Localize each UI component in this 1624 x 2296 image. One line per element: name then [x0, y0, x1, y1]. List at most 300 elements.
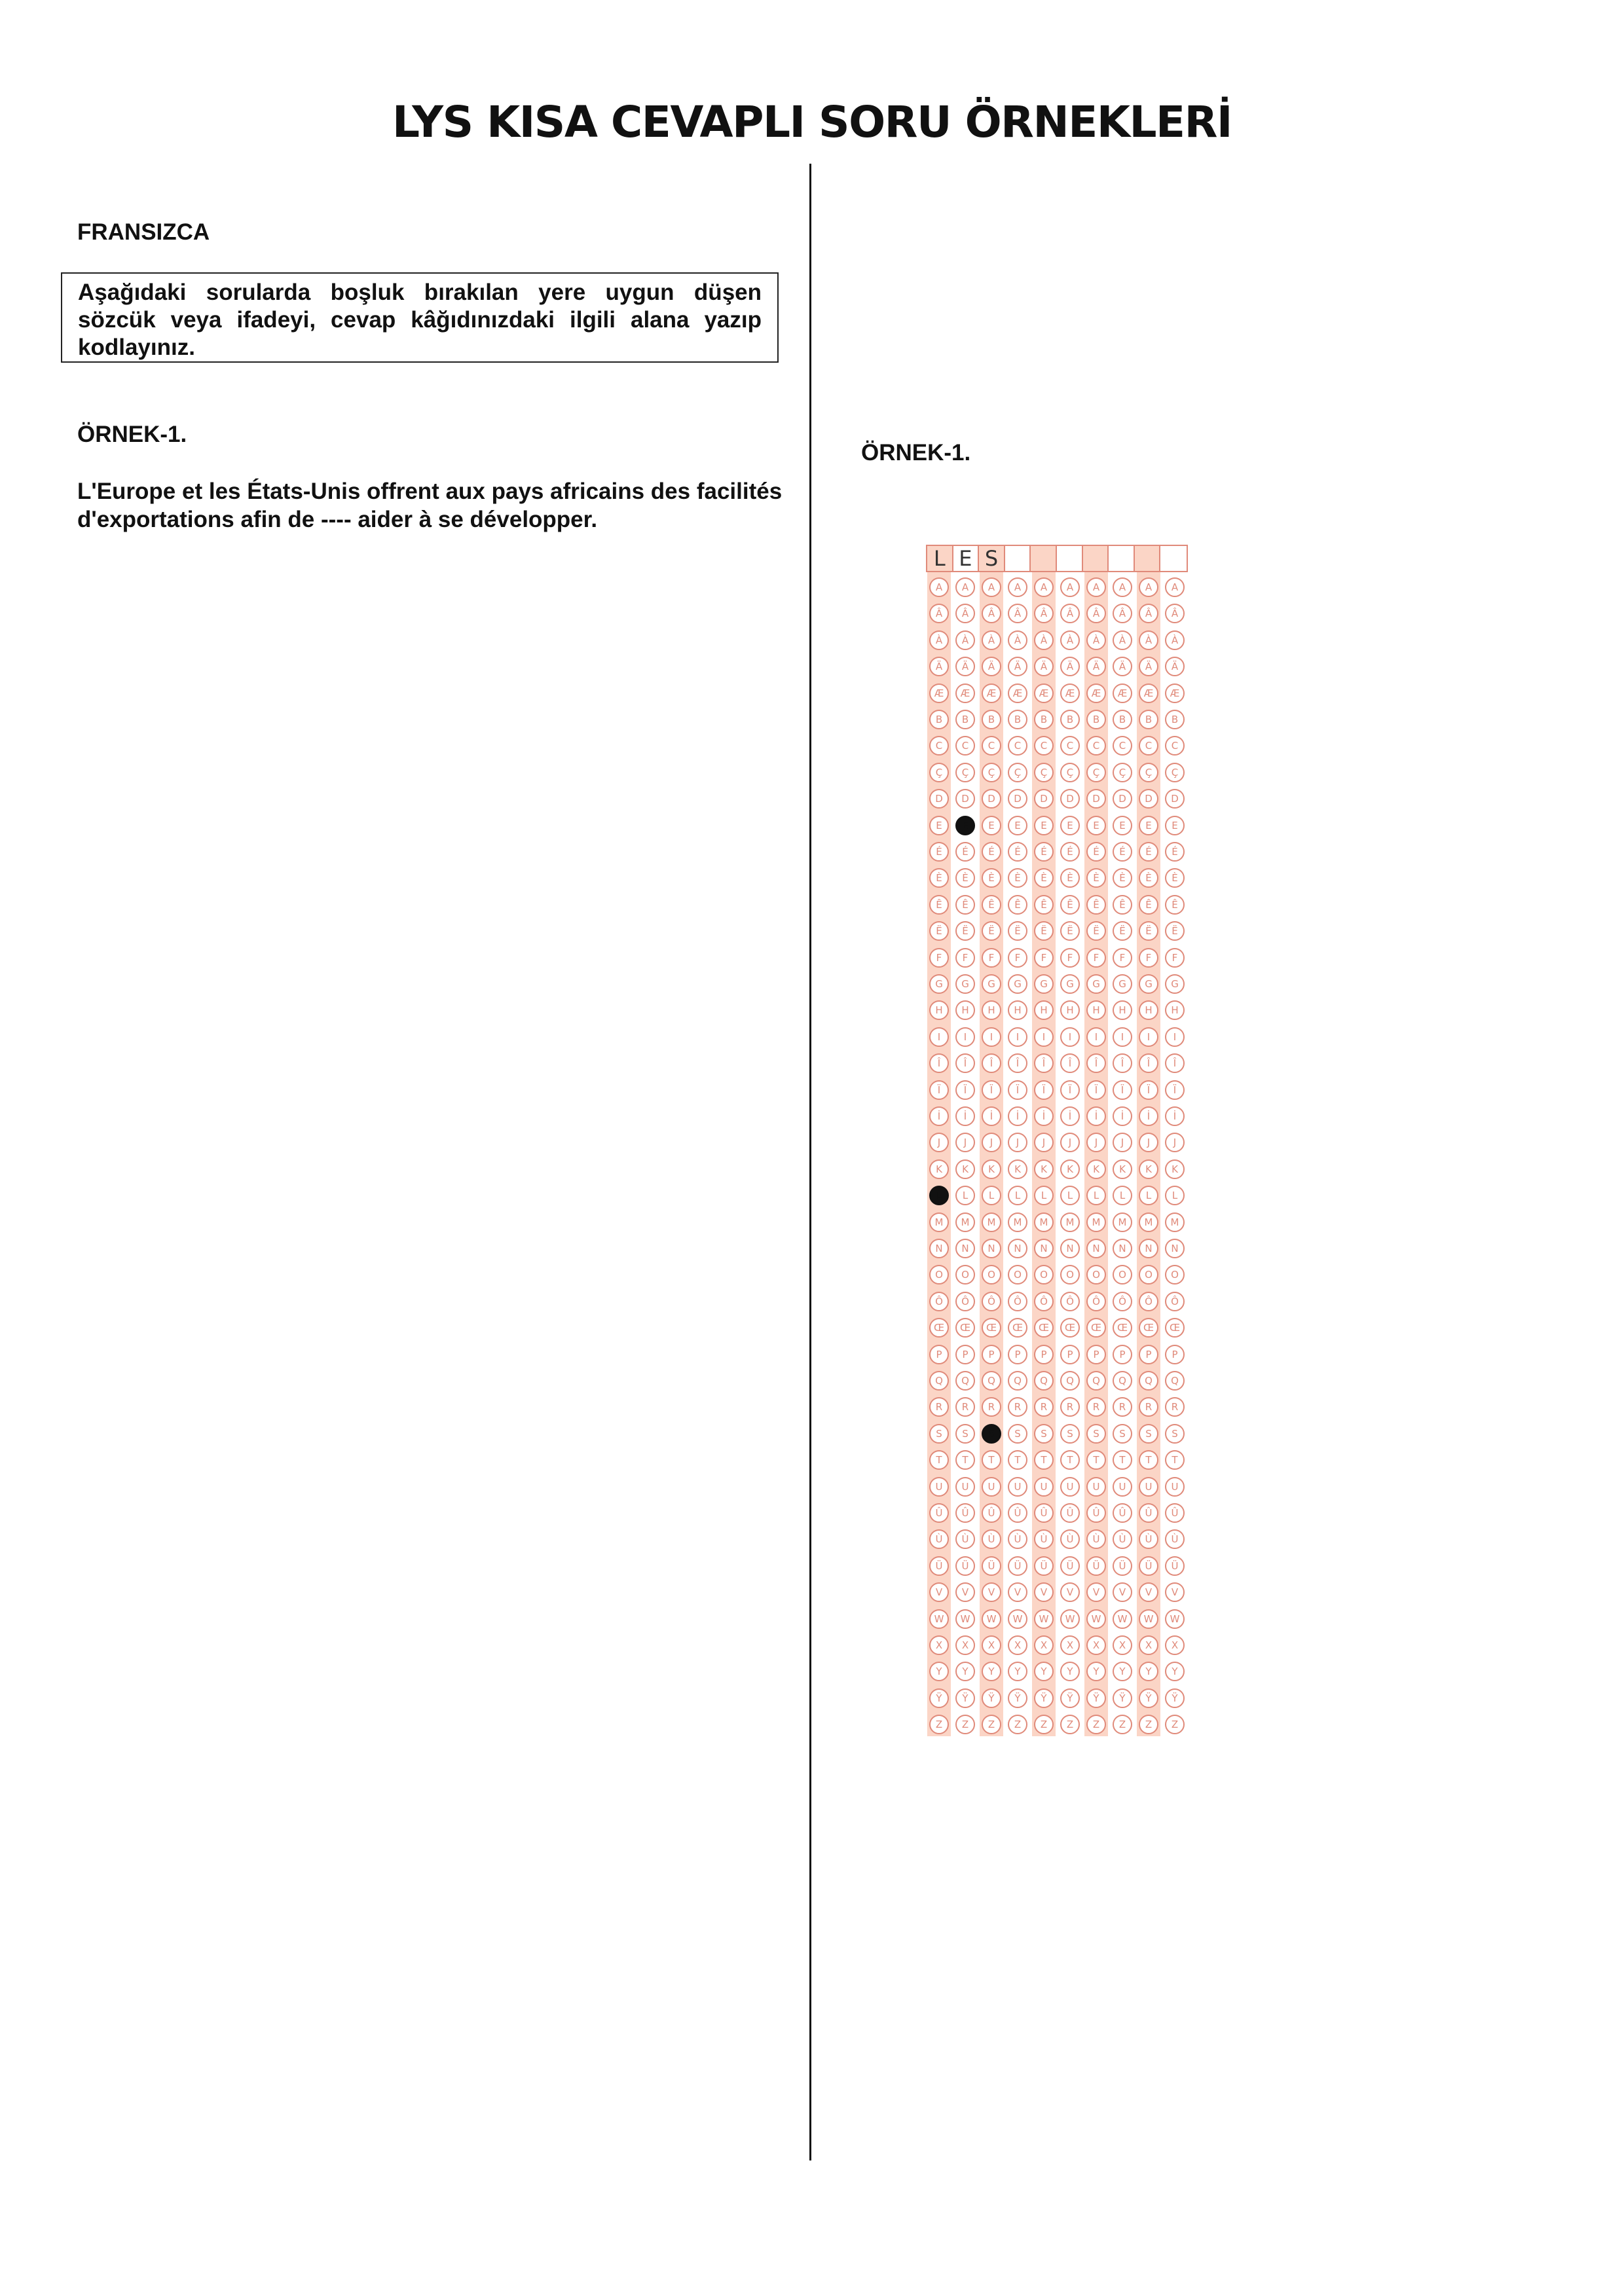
bubble[interactable]: M: [1086, 1212, 1106, 1232]
bubble[interactable]: H: [982, 1000, 1001, 1020]
bubble[interactable]: İ: [1086, 1106, 1106, 1126]
bubble[interactable]: H: [929, 1000, 949, 1020]
bubble[interactable]: X: [1139, 1635, 1158, 1655]
bubble[interactable]: Ç: [1139, 763, 1158, 782]
bubble[interactable]: V: [1165, 1582, 1185, 1602]
bubble[interactable]: A: [1165, 577, 1185, 597]
bubble[interactable]: E: [929, 816, 949, 835]
bubble[interactable]: M: [1165, 1212, 1185, 1232]
bubble[interactable]: F: [955, 948, 975, 968]
bubble[interactable]: V: [1060, 1582, 1080, 1602]
bubble[interactable]: H: [1034, 1000, 1054, 1020]
bubble[interactable]: A: [1060, 577, 1080, 597]
bubble[interactable]: V: [982, 1582, 1001, 1602]
bubble[interactable]: D: [1139, 789, 1158, 809]
bubble[interactable]: Ü: [1060, 1556, 1080, 1576]
bubble[interactable]: Â: [1113, 604, 1132, 623]
bubble[interactable]: Ô: [1113, 1292, 1132, 1311]
bubble[interactable]: Ü: [1165, 1556, 1185, 1576]
bubble[interactable]: È: [1113, 868, 1132, 888]
bubble[interactable]: Z: [1034, 1715, 1054, 1734]
bubble[interactable]: É: [1008, 842, 1027, 862]
bubble[interactable]: H: [1086, 1000, 1106, 1020]
bubble[interactable]: L: [1008, 1186, 1027, 1205]
bubble[interactable]: K: [1139, 1159, 1158, 1179]
written-cell-10[interactable]: [1160, 546, 1187, 571]
bubble[interactable]: Ü: [955, 1556, 975, 1576]
bubble[interactable]: Ü: [1139, 1556, 1158, 1576]
bubble[interactable]: T: [1139, 1450, 1158, 1470]
bubble[interactable]: R: [982, 1397, 1001, 1417]
bubble[interactable]: X: [982, 1635, 1001, 1655]
bubble[interactable]: A: [1113, 577, 1132, 597]
bubble[interactable]: Ç: [1086, 763, 1106, 782]
bubble[interactable]: Æ: [1139, 683, 1158, 703]
bubble[interactable]: Ù: [929, 1529, 949, 1549]
bubble[interactable]: Â: [955, 604, 975, 623]
bubble[interactable]: Â: [1060, 604, 1080, 623]
bubble[interactable]: Ï: [1034, 1080, 1054, 1100]
bubble[interactable]: Y: [1060, 1662, 1080, 1681]
bubble[interactable]: S: [955, 1424, 975, 1444]
bubble[interactable]: V: [1139, 1582, 1158, 1602]
bubble[interactable]: H: [955, 1000, 975, 1020]
bubble[interactable]: Y: [1034, 1662, 1054, 1681]
bubble[interactable]: È: [1008, 868, 1027, 888]
bubble[interactable]: W: [1165, 1609, 1185, 1629]
bubble[interactable]: U: [929, 1477, 949, 1497]
bubble[interactable]: E: [1165, 816, 1185, 835]
bubble[interactable]: P: [1113, 1345, 1132, 1364]
bubble[interactable]: Î: [982, 1053, 1001, 1073]
bubble[interactable]: Ï: [1008, 1080, 1027, 1100]
bubble[interactable]: İ: [929, 1106, 949, 1126]
bubble[interactable]: Ù: [1139, 1529, 1158, 1549]
bubble[interactable]: N: [1034, 1239, 1054, 1258]
bubble[interactable]: Y: [1086, 1662, 1106, 1681]
bubble[interactable]: E: [1139, 816, 1158, 835]
bubble[interactable]: L: [1086, 1186, 1106, 1205]
bubble[interactable]: Ç: [1165, 763, 1185, 782]
bubble[interactable]: U: [1034, 1477, 1054, 1497]
bubble[interactable]: Q: [1008, 1371, 1027, 1391]
bubble[interactable]: M: [955, 1212, 975, 1232]
bubble[interactable]: X: [1086, 1635, 1106, 1655]
bubble[interactable]: Â: [929, 604, 949, 623]
bubble[interactable]: Y: [982, 1662, 1001, 1681]
bubble[interactable]: Ê: [982, 895, 1001, 915]
bubble[interactable]: X: [955, 1635, 975, 1655]
bubble[interactable]: P: [1008, 1345, 1027, 1364]
bubble[interactable]: S: [1008, 1424, 1027, 1444]
written-cell-6[interactable]: [1057, 546, 1083, 571]
bubble[interactable]: Æ: [1165, 683, 1185, 703]
bubble[interactable]: M: [929, 1212, 949, 1232]
bubble[interactable]: Ÿ: [955, 1688, 975, 1708]
bubble[interactable]: Q: [1060, 1371, 1080, 1391]
bubble[interactable]: S: [929, 1424, 949, 1444]
bubble[interactable]: Ü: [1113, 1556, 1132, 1576]
bubble[interactable]: Æ: [1008, 683, 1027, 703]
bubble[interactable]: T: [1113, 1450, 1132, 1470]
bubble[interactable]: Ê: [1034, 895, 1054, 915]
bubble[interactable]: Ê: [955, 895, 975, 915]
bubble[interactable]: T: [1165, 1450, 1185, 1470]
bubble[interactable]: J: [1113, 1133, 1132, 1152]
bubble[interactable]: İ: [1113, 1106, 1132, 1126]
bubble[interactable]: S: [1139, 1424, 1158, 1444]
bubble[interactable]: İ: [1034, 1106, 1054, 1126]
bubble[interactable]: O: [1113, 1265, 1132, 1285]
bubble[interactable]: C: [1086, 736, 1106, 756]
bubble[interactable]: O: [1139, 1265, 1158, 1285]
bubble[interactable]: D: [955, 789, 975, 809]
bubble[interactable]: Ü: [982, 1556, 1001, 1576]
bubble[interactable]: Œ: [982, 1318, 1001, 1338]
bubble[interactable]: P: [929, 1345, 949, 1364]
bubble[interactable]: Ü: [929, 1556, 949, 1576]
bubble[interactable]: Î: [1113, 1053, 1132, 1073]
bubble[interactable]: H: [1139, 1000, 1158, 1020]
bubble[interactable]: Ê: [1086, 895, 1106, 915]
bubble[interactable]: İ: [1165, 1106, 1185, 1126]
bubble[interactable]: Q: [1034, 1371, 1054, 1391]
bubble[interactable]: A: [1139, 577, 1158, 597]
bubble[interactable]: I: [1139, 1027, 1158, 1047]
bubble[interactable]: G: [1165, 974, 1185, 994]
bubble[interactable]: L: [1113, 1186, 1132, 1205]
bubble[interactable]: Ê: [929, 895, 949, 915]
bubble[interactable]: C: [982, 736, 1001, 756]
bubble[interactable]: F: [1034, 948, 1054, 968]
bubble[interactable]: È: [1165, 868, 1185, 888]
bubble[interactable]: R: [1086, 1397, 1106, 1417]
bubble[interactable]: Ï: [1060, 1080, 1080, 1100]
bubble[interactable]: É: [1113, 842, 1132, 862]
bubble[interactable]: Â: [1139, 604, 1158, 623]
bubble[interactable]: J: [1060, 1133, 1080, 1152]
bubble[interactable]: L: [1060, 1186, 1080, 1205]
bubble[interactable]: C: [1060, 736, 1080, 756]
bubble[interactable]: Â: [1008, 604, 1027, 623]
bubble[interactable]: V: [929, 1582, 949, 1602]
bubble[interactable]: İ: [1139, 1106, 1158, 1126]
bubble[interactable]: I: [929, 1027, 949, 1047]
bubble[interactable]: J: [982, 1133, 1001, 1152]
bubble[interactable]: I: [955, 1027, 975, 1047]
bubble[interactable]: Ç: [1034, 763, 1054, 782]
bubble[interactable]: È: [955, 868, 975, 888]
bubble[interactable]: Z: [1139, 1715, 1158, 1734]
bubble[interactable]: Ê: [1060, 895, 1080, 915]
bubble[interactable]: L: [955, 1186, 975, 1205]
bubble[interactable]: Û: [1165, 1503, 1185, 1523]
bubble[interactable]: Œ: [1113, 1318, 1132, 1338]
bubble[interactable]: L: [982, 1186, 1001, 1205]
bubble[interactable]: J: [929, 1133, 949, 1152]
bubble[interactable]: G: [1086, 974, 1106, 994]
bubble[interactable]: G: [1008, 974, 1027, 994]
bubble[interactable]: Â: [1086, 604, 1106, 623]
bubble[interactable]: R: [955, 1397, 975, 1417]
bubble[interactable]: F: [1113, 948, 1132, 968]
bubble[interactable]: Œ: [1034, 1318, 1054, 1338]
bubble[interactable]: Î: [929, 1053, 949, 1073]
bubble[interactable]: V: [1113, 1582, 1132, 1602]
bubble[interactable]: À: [1034, 630, 1054, 650]
bubble[interactable]: Ù: [1008, 1529, 1027, 1549]
bubble[interactable]: X: [1008, 1635, 1027, 1655]
bubble[interactable]: E: [982, 816, 1001, 835]
bubble[interactable]: Æ: [1034, 683, 1054, 703]
bubble[interactable]: N: [1086, 1239, 1106, 1258]
bubble[interactable]: Ë: [1139, 921, 1158, 941]
bubble[interactable]: C: [1113, 736, 1132, 756]
bubble[interactable]: É: [1086, 842, 1106, 862]
bubble[interactable]: Ô: [1139, 1292, 1158, 1311]
bubble[interactable]: I: [982, 1027, 1001, 1047]
bubble[interactable]: À: [1113, 630, 1132, 650]
bubble[interactable]: Ä: [1165, 657, 1185, 676]
bubble[interactable]: Æ: [1060, 683, 1080, 703]
bubble[interactable]: Q: [955, 1371, 975, 1391]
bubble[interactable]: D: [982, 789, 1001, 809]
bubble[interactable]: É: [982, 842, 1001, 862]
bubble[interactable]: B: [1165, 710, 1185, 729]
bubble[interactable]: Œ: [929, 1318, 949, 1338]
bubble[interactable]: İ: [955, 1106, 975, 1126]
bubble[interactable]: K: [1008, 1159, 1027, 1179]
bubble[interactable]: I: [1008, 1027, 1027, 1047]
bubble[interactable]: O: [1060, 1265, 1080, 1285]
bubble[interactable]: N: [955, 1239, 975, 1258]
bubble[interactable]: B: [1086, 710, 1106, 729]
bubble[interactable]: N: [1008, 1239, 1027, 1258]
bubble[interactable]: K: [1113, 1159, 1132, 1179]
bubble[interactable]: Ä: [955, 657, 975, 676]
bubble[interactable]: B: [955, 710, 975, 729]
bubble[interactable]: F: [929, 948, 949, 968]
bubble[interactable]: O: [929, 1265, 949, 1285]
bubble[interactable]: É: [1165, 842, 1185, 862]
bubble[interactable]: Œ: [1008, 1318, 1027, 1338]
bubble[interactable]: Ç: [1113, 763, 1132, 782]
bubble[interactable]: G: [982, 974, 1001, 994]
bubble[interactable]: S: [1086, 1424, 1106, 1444]
bubble[interactable]: Û: [1060, 1503, 1080, 1523]
bubble[interactable]: Æ: [1113, 683, 1132, 703]
bubble[interactable]: D: [1113, 789, 1132, 809]
bubble[interactable]: W: [929, 1609, 949, 1629]
bubble[interactable]: B: [1139, 710, 1158, 729]
bubble[interactable]: Î: [1165, 1053, 1185, 1073]
bubble[interactable]: Â: [1165, 604, 1185, 623]
bubble[interactable]: W: [982, 1609, 1001, 1629]
bubble[interactable]: K: [982, 1159, 1001, 1179]
bubble[interactable]: Z: [1165, 1715, 1185, 1734]
bubble[interactable]: Z: [982, 1715, 1001, 1734]
bubble[interactable]: Ô: [1165, 1292, 1185, 1311]
bubble[interactable]: I: [1165, 1027, 1185, 1047]
bubble[interactable]: O: [955, 1265, 975, 1285]
bubble[interactable]: Q: [1086, 1371, 1106, 1391]
bubble[interactable]: E: [1060, 816, 1080, 835]
bubble[interactable]: I: [1034, 1027, 1054, 1047]
bubble[interactable]: Ë: [1060, 921, 1080, 941]
bubble[interactable]: Î: [1139, 1053, 1158, 1073]
bubble[interactable]: Ç: [1008, 763, 1027, 782]
bubble[interactable]: M: [1113, 1212, 1132, 1232]
bubble[interactable]: Ä: [982, 657, 1001, 676]
bubble[interactable]: Î: [1086, 1053, 1106, 1073]
bubble[interactable]: N: [929, 1239, 949, 1258]
bubble[interactable]: Ï: [982, 1080, 1001, 1100]
bubble[interactable]: É: [929, 842, 949, 862]
bubble[interactable]: Œ: [1139, 1318, 1158, 1338]
bubble[interactable]: À: [1139, 630, 1158, 650]
bubble[interactable]: Î: [1008, 1053, 1027, 1073]
bubble[interactable]: W: [955, 1609, 975, 1629]
bubble[interactable]: R: [1008, 1397, 1027, 1417]
bubble[interactable]: K: [1034, 1159, 1054, 1179]
bubble[interactable]: Œ: [1086, 1318, 1106, 1338]
bubble[interactable]: M: [1060, 1212, 1080, 1232]
bubble[interactable]: H: [1060, 1000, 1080, 1020]
bubble[interactable]: D: [1008, 789, 1027, 809]
bubble[interactable]: L: [1165, 1186, 1185, 1205]
bubble[interactable]: W: [1060, 1609, 1080, 1629]
bubble[interactable]: N: [1139, 1239, 1158, 1258]
bubble[interactable]: Ü: [1034, 1556, 1054, 1576]
written-cell-4[interactable]: [1005, 546, 1031, 571]
bubble[interactable]: Û: [1034, 1503, 1054, 1523]
bubble[interactable]: F: [1165, 948, 1185, 968]
bubble[interactable]: P: [1165, 1345, 1185, 1364]
bubble[interactable]: H: [1008, 1000, 1027, 1020]
bubble[interactable]: Ë: [1086, 921, 1106, 941]
bubble[interactable]: Œ: [955, 1318, 975, 1338]
bubble[interactable]: Ù: [1165, 1529, 1185, 1549]
bubble[interactable]: U: [1165, 1477, 1185, 1497]
bubble[interactable]: À: [1086, 630, 1106, 650]
bubble[interactable]: P: [982, 1345, 1001, 1364]
bubble[interactable]: C: [1034, 736, 1054, 756]
bubble[interactable]: R: [929, 1397, 949, 1417]
bubble[interactable]: C: [955, 736, 975, 756]
bubble[interactable]: Ë: [1165, 921, 1185, 941]
bubble[interactable]: G: [1113, 974, 1132, 994]
bubble[interactable]: F: [1086, 948, 1106, 968]
bubble[interactable]: Ü: [1086, 1556, 1106, 1576]
bubble[interactable]: Ä: [1113, 657, 1132, 676]
bubble[interactable]: È: [982, 868, 1001, 888]
bubble[interactable]: D: [1060, 789, 1080, 809]
bubble[interactable]: W: [1008, 1609, 1027, 1629]
bubble[interactable]: Ç: [982, 763, 1001, 782]
bubble[interactable]: M: [1008, 1212, 1027, 1232]
bubble[interactable]: Ô: [982, 1292, 1001, 1311]
bubble[interactable]: Ê: [1113, 895, 1132, 915]
bubble[interactable]: L: [929, 1186, 949, 1205]
bubble[interactable]: Y: [929, 1662, 949, 1681]
bubble[interactable]: Ï: [1113, 1080, 1132, 1100]
bubble[interactable]: Q: [982, 1371, 1001, 1391]
bubble[interactable]: Ù: [1034, 1529, 1054, 1549]
bubble[interactable]: À: [1165, 630, 1185, 650]
bubble[interactable]: X: [1113, 1635, 1132, 1655]
bubble[interactable]: J: [1034, 1133, 1054, 1152]
bubble[interactable]: À: [955, 630, 975, 650]
bubble[interactable]: F: [982, 948, 1001, 968]
bubble[interactable]: B: [982, 710, 1001, 729]
bubble[interactable]: Â: [982, 604, 1001, 623]
bubble[interactable]: E: [1086, 816, 1106, 835]
bubble[interactable]: Y: [1008, 1662, 1027, 1681]
bubble[interactable]: Ç: [955, 763, 975, 782]
bubble[interactable]: Œ: [1060, 1318, 1080, 1338]
bubble[interactable]: Æ: [1086, 683, 1106, 703]
bubble[interactable]: B: [1008, 710, 1027, 729]
bubble[interactable]: Y: [1139, 1662, 1158, 1681]
bubble[interactable]: R: [1034, 1397, 1054, 1417]
bubble[interactable]: Ù: [982, 1529, 1001, 1549]
bubble[interactable]: Ä: [929, 657, 949, 676]
bubble[interactable]: Ÿ: [1086, 1688, 1106, 1708]
bubble[interactable]: Ù: [1113, 1529, 1132, 1549]
bubble[interactable]: N: [1165, 1239, 1185, 1258]
written-cell-9[interactable]: [1135, 546, 1161, 571]
bubble[interactable]: H: [1165, 1000, 1185, 1020]
bubble[interactable]: P: [1139, 1345, 1158, 1364]
bubble[interactable]: Œ: [1165, 1318, 1185, 1338]
bubble[interactable]: K: [1060, 1159, 1080, 1179]
bubble[interactable]: È: [1060, 868, 1080, 888]
bubble[interactable]: Ä: [1086, 657, 1106, 676]
bubble[interactable]: É: [1034, 842, 1054, 862]
bubble[interactable]: Ä: [1060, 657, 1080, 676]
bubble[interactable]: U: [955, 1477, 975, 1497]
bubble[interactable]: È: [1034, 868, 1054, 888]
bubble[interactable]: G: [1139, 974, 1158, 994]
bubble[interactable]: R: [1139, 1397, 1158, 1417]
bubble[interactable]: K: [1165, 1159, 1185, 1179]
bubble[interactable]: T: [1060, 1450, 1080, 1470]
bubble[interactable]: X: [1034, 1635, 1054, 1655]
bubble[interactable]: J: [1086, 1133, 1106, 1152]
bubble[interactable]: E: [1008, 816, 1027, 835]
bubble[interactable]: Ù: [955, 1529, 975, 1549]
bubble[interactable]: Ù: [1086, 1529, 1106, 1549]
bubble[interactable]: Ï: [1086, 1080, 1106, 1100]
bubble[interactable]: X: [1165, 1635, 1185, 1655]
bubble[interactable]: D: [929, 789, 949, 809]
bubble[interactable]: H: [1113, 1000, 1132, 1020]
bubble[interactable]: Ÿ: [1008, 1688, 1027, 1708]
bubble[interactable]: G: [1034, 974, 1054, 994]
bubble[interactable]: S: [982, 1424, 1001, 1444]
bubble[interactable]: O: [1086, 1265, 1106, 1285]
bubble[interactable]: U: [1060, 1477, 1080, 1497]
bubble[interactable]: Z: [929, 1715, 949, 1734]
bubble[interactable]: S: [1060, 1424, 1080, 1444]
bubble[interactable]: Â: [1034, 604, 1054, 623]
bubble[interactable]: T: [1008, 1450, 1027, 1470]
bubble[interactable]: K: [955, 1159, 975, 1179]
bubble[interactable]: S: [1113, 1424, 1132, 1444]
bubble[interactable]: Y: [1113, 1662, 1132, 1681]
bubble[interactable]: U: [1139, 1477, 1158, 1497]
bubble[interactable]: Ô: [1060, 1292, 1080, 1311]
